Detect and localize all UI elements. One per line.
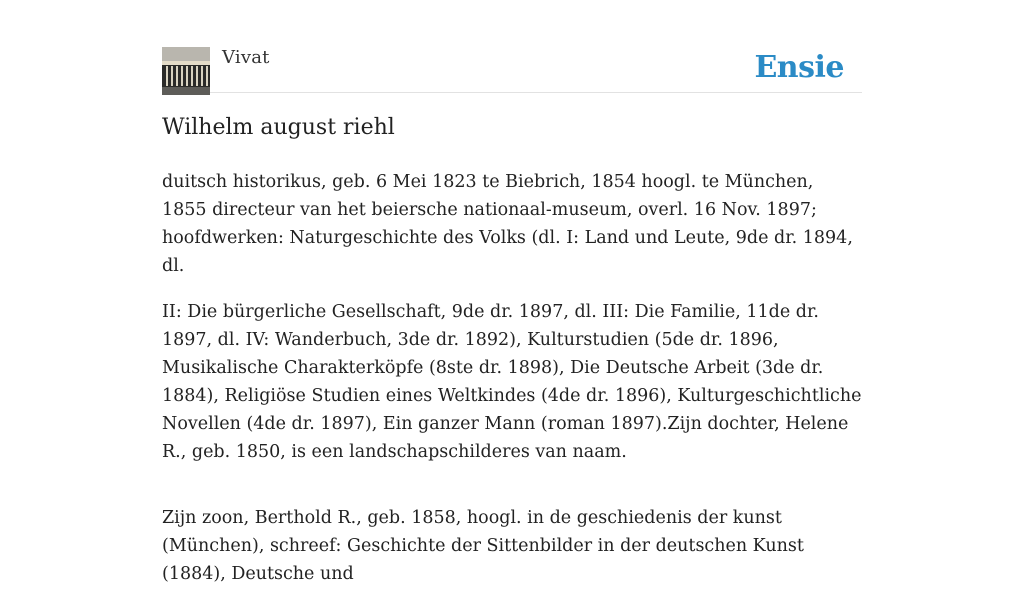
books-avatar-icon[interactable] (162, 47, 210, 95)
article-paragraph: Zijn zoon, Berthold R., geb. 1858, hoogl. in de geschiedenis der kunst (München), schreef: Geschichte der Sittenbilder in der deutschen Kunst (1884), Deutsche und (162, 508, 804, 584)
article-paragraph: duitsch historikus, geb. 6 Mei 1823 te Biebrich, 1854 hoogl. te München, 1855 directeur van het beiersche nationaal-museum, overl. 16 Nov. 1897; hoofdwerken: Naturgeschichte des Volks (dl. I: Land und Leute, 9de dr. 1894, dl. (162, 172, 853, 276)
page-title: Wilhelm august riehl (162, 115, 395, 140)
article-paragraph: II: Die bürgerliche Gesellschaft, 9de dr. 1897, dl. III: Die Familie, 11de dr. 1897, dl. IV: Wanderbuch, 3de dr. 1892), Kulturstudien (5de dr. 1896, Musikalische Charakterköpfe (8ste dr. 1898), Die Deutsche Arbeit (3de dr. 1884), Religiöse Studien eines Weltkindes (4de dr. 1896), Kulturgeschichtliche Novellen (4de dr. 1897), Ein ganzer Mann (roman 1897).Zijn dochter, Helene R., geb. 1850, is een landschapschilderes van naam. (162, 302, 862, 462)
brand-logo[interactable]: Ensie (754, 50, 844, 85)
site-header (162, 46, 862, 93)
article-body (162, 168, 862, 606)
site-name[interactable]: Vivat (222, 47, 270, 68)
